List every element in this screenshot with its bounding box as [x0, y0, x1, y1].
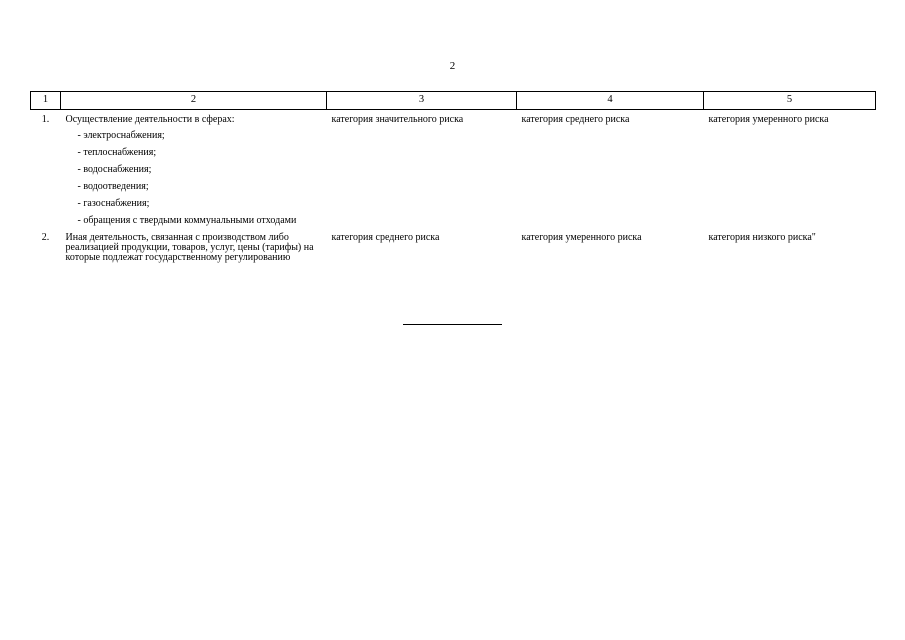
risk-category-cell: категория среднего риска [521, 114, 630, 125]
list-item: - обращения с твердыми коммунальными отходами [77, 215, 297, 226]
risk-category-table [30, 91, 876, 263]
activity-cell: Иная деятельность, связанная с производством либо реализацией продукции, товаров, услуг, цены (тарифы) на которые подлежат государственному регулированию [65, 232, 314, 263]
column-header-5: 5 [704, 92, 876, 110]
list-item: - теплоснабжения; [77, 147, 157, 158]
activity-title: Осуществление деятельности в сферах: [65, 114, 235, 125]
risk-category-cell: категория умеренного риска [521, 232, 642, 243]
column-header-3: 3 [327, 92, 517, 110]
list-item: - газоснабжения; [77, 198, 150, 209]
activity-sphere-list [66, 131, 325, 226]
activity-cell [61, 110, 327, 227]
table-row [31, 110, 876, 227]
column-header-2: 2 [61, 92, 327, 110]
list-item: - электроснабжения; [77, 130, 165, 141]
row-number: 2. [41, 232, 50, 243]
list-item: - водоотведения; [77, 181, 149, 192]
column-header-4: 4 [517, 92, 704, 110]
risk-category-cell: категория среднего риска [331, 232, 440, 243]
column-header-1: 1 [31, 92, 61, 110]
risk-category-cell: категория значительного риска [331, 114, 464, 125]
table-row [31, 226, 876, 263]
page-number: 2 [449, 60, 456, 72]
list-item: - водоснабжения; [77, 164, 152, 175]
row-number: 1. [41, 114, 50, 125]
risk-category-cell: категория низкого риска" [708, 232, 816, 243]
table-header-row [31, 92, 876, 110]
risk-category-cell: категория умеренного риска [708, 114, 829, 125]
footnote-separator-line [403, 324, 502, 325]
